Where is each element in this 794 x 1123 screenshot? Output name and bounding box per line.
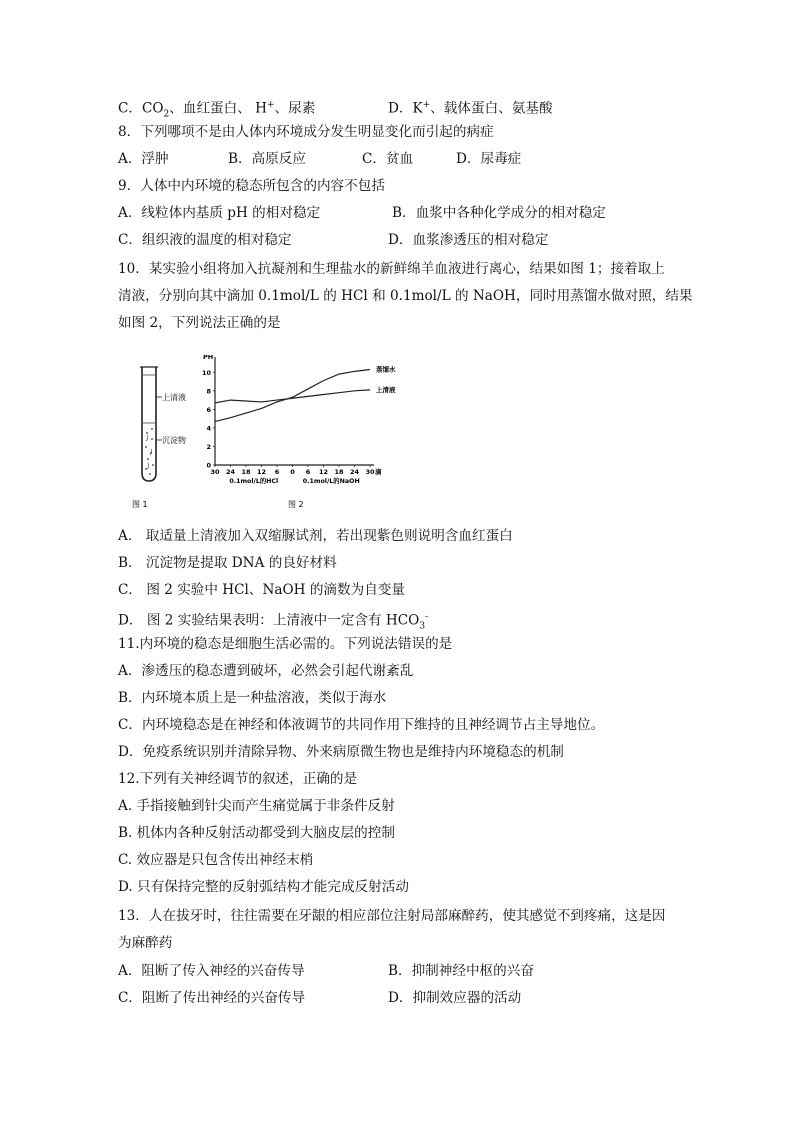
x-tick-label: 30	[210, 468, 220, 476]
q11-stem: 11.内环境的稳态是细胞生活必需的。下列说法错误的是	[118, 636, 453, 652]
q7-option-c-text: C．CO	[118, 100, 164, 117]
q9-option-d: D．血浆渗透压的相对稳定	[388, 232, 549, 248]
q13-option-b: B．抑制神经中枢的兴奋	[388, 963, 534, 979]
q7-option-d-end: 、载体蛋白、氨基酸	[430, 100, 553, 117]
q7-option-d-sup: +	[422, 100, 431, 110]
q8-option-b: B．高原反应	[228, 151, 306, 167]
x-tick-label: 6	[274, 468, 280, 476]
x-tick-label: 12	[318, 468, 329, 476]
x-axis-label-naoh: 0.1mol/L的NaOH	[302, 478, 360, 485]
q12-option-c: C. 效应器是只包含传出神经末梢	[118, 852, 314, 868]
q10-option-d-sub: 3	[419, 621, 426, 632]
ph-chart	[202, 355, 396, 485]
y-tick-label: 8	[206, 387, 211, 396]
x-tick-label: 12	[256, 468, 267, 476]
y-axis-title: PH	[203, 355, 214, 361]
q12-option-d: D. 只有保持完整的反射弧结构才能完成反射活动	[118, 879, 409, 895]
q8-option-d: D．尿毒症	[456, 151, 522, 167]
q13-option-d: D．抑制效应器的活动	[388, 990, 522, 1006]
q10-option-d-text: D． 图 2 实验结果表明：上清液中一定含有 HCO	[118, 612, 420, 629]
y-tick-label: 4	[206, 424, 211, 433]
q7-option-d-text: D．K	[388, 100, 423, 117]
y-tick-label: 10	[201, 368, 211, 377]
x-tick-label: 24	[225, 468, 236, 476]
q10-option-b: B． 沉淀物是提取 DNA 的良好材料	[118, 555, 337, 571]
fig2-caption: 图 2	[288, 500, 304, 509]
x-tick-label: 6	[305, 468, 311, 476]
q11-option-a: A．渗透压的稳态遭到破坏，必然会引起代谢紊乱	[118, 663, 414, 679]
q13-option-c: C．阻断了传出神经的兴奋传导	[118, 990, 306, 1006]
q7-option-c-sub: 2	[163, 109, 170, 120]
q8-stem: 8．下列哪项不是由人体内环境成分发生明显变化而引起的病症	[118, 124, 494, 140]
q10-option-a: A． 取适量上清液加入双缩脲试剂，若出现紫色则说明含血红蛋白	[118, 528, 513, 544]
q12-stem: 12.下列有关神经调节的叙述，正确的是	[118, 771, 358, 787]
q10-stem-line1: 10．某实验小组将加入抗凝剂和生理盐水的新鲜绵羊血液进行离心，结果如图 1；接着取上	[118, 261, 665, 277]
q12-option-b: B. 机体内各种反射活动都受到大脑皮层的控制	[118, 825, 395, 841]
q7-option-c-end: 、尿素	[274, 100, 316, 117]
q8-option-a: A．浮肿	[118, 151, 169, 167]
q8-option-c: C．贫血	[362, 151, 414, 167]
x-tick-label: 18	[241, 468, 251, 476]
x-axis-label-hcl: 0.1mol/L的HCl	[229, 478, 279, 485]
q13-stem-line1: 13．人在拔牙时，往往需要在牙龈的相应部位注射局部麻醉药，使其感觉不到疼痛，这是因	[118, 908, 666, 924]
q7-option-c	[118, 95, 315, 124]
q13-option-a: A．阻断了传入神经的兴奋传导	[118, 963, 305, 979]
x-axis-unit: 滴	[375, 468, 382, 476]
x-tick-label: 24	[349, 468, 360, 476]
q9-option-a: A．线粒体内基质 pH 的相对稳定	[118, 205, 321, 221]
q11-option-c: C．内环境稳态是在神经和体液调节的共同作用下维持的且神经调节占主导地位。	[118, 717, 605, 733]
series-label: 蒸馏水	[376, 365, 396, 374]
q7-option-c-sup: +	[267, 100, 275, 110]
x-tick-label: 30	[365, 468, 375, 476]
q7-option-d	[388, 95, 553, 119]
q11-option-b: B．内环境本质上是一种盐溶液，类似于海水	[118, 690, 387, 706]
q10-option-d-sup: -	[425, 612, 429, 622]
series-line-distilled-water	[215, 369, 370, 421]
test-tube-diagram	[140, 367, 186, 481]
x-tick-label: 18	[334, 468, 344, 476]
y-tick-label: 2	[206, 442, 211, 451]
q13-stem-line2: 为麻醉药	[118, 935, 173, 951]
q10-stem-line2: 清液，分别向其中滴加 0.1mol/L 的 HCl 和 0.1mol/L 的 NaOH，同时用蒸馏水做对照，结果	[118, 288, 693, 304]
q7-option-c-rest: 、血红蛋白、 H	[169, 100, 268, 117]
supernatant-label: 上清液	[162, 393, 186, 402]
x-tick-label: 0	[290, 468, 295, 476]
series-label: 上清液	[376, 385, 396, 394]
q9-stem: 9．人体中内环境的稳态所包含的内容不包括	[118, 178, 385, 194]
q10-figure	[118, 355, 418, 515]
series-line-supernatant	[215, 390, 370, 403]
q11-option-d: D．免疫系统识别并清除异物、外来病原微生物也是维持内环境稳态的机制	[118, 744, 564, 760]
y-tick-label: 0	[206, 461, 211, 470]
q10-option-c: C． 图 2 实验中 HCl、NaOH 的滴数为自变量	[118, 582, 405, 598]
sediment-label: 沉淀物	[162, 436, 186, 445]
q9-option-c: C．组织液的温度的相对稳定	[118, 232, 292, 248]
q12-option-a: A. 手指接触到针尖而产生痛觉属于非条件反射	[118, 798, 395, 814]
q10-option-d	[118, 607, 428, 636]
q9-option-b: B．血浆中各种化学成分的相对稳定	[392, 205, 606, 221]
y-tick-label: 6	[206, 405, 211, 414]
q10-stem-line3: 如图 2，下列说法正确的是	[118, 315, 281, 331]
fig1-caption: 图 1	[132, 500, 148, 509]
